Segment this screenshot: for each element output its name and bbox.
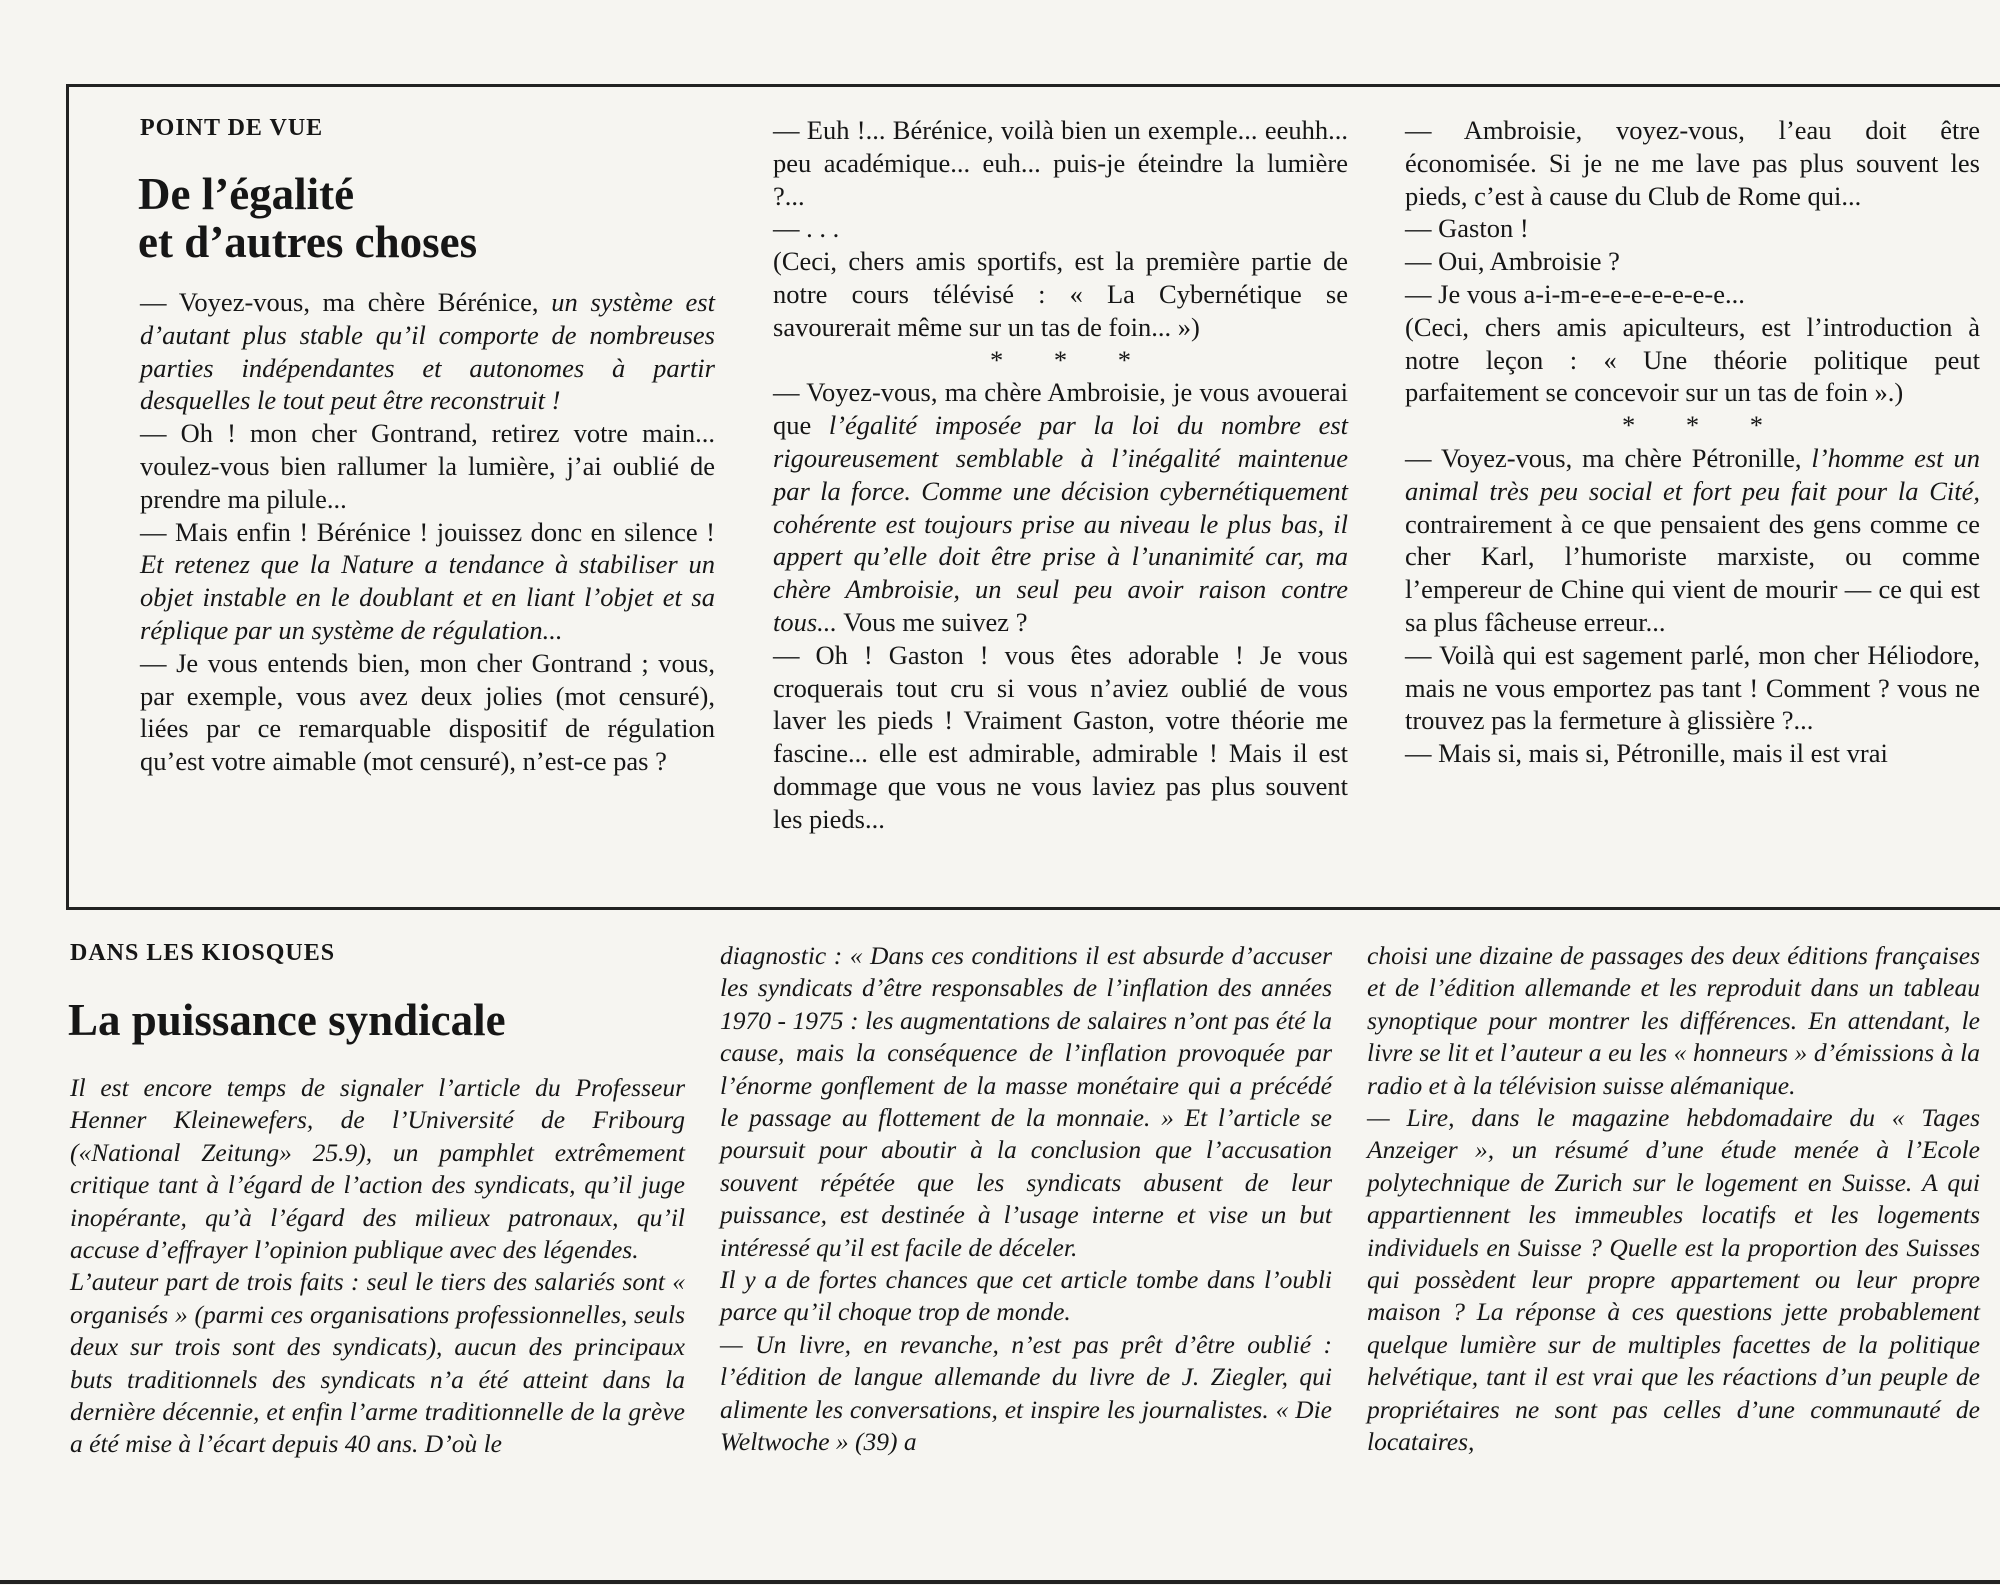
article2-kicker: DANS LES KIOSQUES	[70, 940, 336, 966]
article2-paragraph: L’auteur part de trois faits : seul le tiers des salariés sont « organisés » (parmi ces organisations professionnelles, seuls deux sur trois sont des syndicats), aucun des principaux buts traditionnels des syndicats n’a été atteint dans la dernière décennie, et enfin l’arme traditionnelle de la grève a été mise à l’écart depuis 40 ans. D’où le	[70, 1267, 685, 1459]
article1-paragraph: — Voyez-vous, ma chère Pétronille, l’homme est un animal très peu social et fort peu fait pour la Cité, contrairement à ce que pensaient des gens comme ce cher Karl, l’humoriste marxiste, ou comme l’empereur de Chine qui vient de mourir — ce qui est sa plus fâcheuse erreur...	[1405, 442, 1980, 637]
article2-paragraph: — Un livre, en revanche, n’est pas prêt d’être oublié : l’édition de langue allemande du livre de J. Ziegler, qui alimente les conversations, et inspire les journalistes. « Die Weltwoche » (39) a	[720, 1329, 1332, 1457]
article1-paragraph: (Ceci, chers amis sportifs, est la première partie de notre cours télévisé : « La Cybernétique se savourerait même sur un tas de foin... »)	[773, 246, 1348, 342]
article1-paragraph: — . . .	[773, 213, 840, 244]
article2-column-3	[1367, 940, 1980, 1459]
article2-paragraph: — Lire, dans le magazine hebdomadaire du « Tages Anzeiger », un résumé d’une étude menée à l’Ecole polytechnique de Zurich sur le logement en Suisse. A qui appartiennent les immeubles locatifs et les logements individuels en Suisse ? Quelle est la proportion des Suisses qui possèdent leur propre appartement ou leur propre maison ? La réponse à ces questions jette probablement quelque lumière sur de multiples facettes de la politique helvétique, tant il est vrai que les réactions d’un peuple de propriétaires ne sont pas celles d’une communauté de locataires,	[1367, 1103, 1980, 1457]
article1-kicker: POINT DE VUE	[140, 115, 324, 141]
article1-paragraph: (Ceci, chers amis apiculteurs, est l’introduction à notre leçon : « Une théorie politique peut parfaitement se concevoir sur un tas de foin ».)	[1405, 311, 1980, 408]
article2-paragraph: choisi une dizaine de passages des deux éditions françaises et de l’édition allemande et les reproduit dans un tableau synoptique pour montrer les différences. En attendant, le livre se lit et l’auteur a eu les « honneurs » d’émissions à la radio et à la télévision suisse alémanique.	[1367, 941, 1980, 1100]
article2-paragraph: Il y a de fortes chances que cet article tombe dans l’oubli parce qu’il choque trop de monde.	[720, 1265, 1332, 1327]
article1-column-1	[140, 286, 715, 778]
article2-paragraph: Il est encore temps de signaler l’article du Professeur Henner Kleinewefers, de l’Université de Fribourg («National Zeitung» 25.9), un pamphlet extrêmement critique tant à l’égard de l’action des syndicats, qu’il juge inopérante, qu’à l’égard des milieux patronaux, qu’il accuse d’effrayer l’opinion publique avec des légendes.	[70, 1073, 685, 1265]
article1-column-2	[773, 114, 1348, 836]
article1-paragraph: — Voilà qui est sagement parlé, mon cher Héliodore, mais ne vous emportez pas tant ! Comment ? vous ne trouvez pas la fermeture à glissière ?...	[1405, 639, 1980, 736]
article1-paragraph: — Oh ! Gaston ! vous êtes adorable ! Je vous croquerais tout cru si vous n’aviez oublié de vous laver les pieds ! Vraiment Gaston, votre théorie me fascine... elle est admirable, admirable ! Mais il est dommage que vous ne vous laviez pas plus souvent les pieds...	[773, 639, 1348, 834]
article1-paragraph: — Gaston !	[1405, 213, 1529, 244]
article2-headline: La puissance syndicale	[68, 995, 506, 1045]
section-separator-stars: * * *	[990, 344, 1153, 375]
page-bottom-rule	[0, 1580, 2000, 1584]
article1-column-3	[1405, 114, 1980, 770]
article1-headline	[138, 170, 477, 266]
article2-paragraph: diagnostic : « Dans ces conditions il est absurde d’accuser les syndicats d’être responsables de l’inflation des années 1970 - 1975 : les augmentations de salaires n’ont pas été la cause, mais la conséquence de l’inflation provoquée par l’énorme gonflement de la masse monétaire qui a précédé le passage au flottement de la monnaie. » Et l’article se poursuit pour aboutir à la conclusion que l’accusation souvent répétée que les syndicats abusent de leur puissance, est destinée à l’usage interne et vise un but intéressé qu’il est facile de déceler.	[720, 941, 1332, 1262]
article1-paragraph: — Euh !... Bérénice, voilà bien un exemple... eeuhh... peu académique... euh... puis-je éteindre la lumière ?...	[773, 115, 1348, 211]
article2-column-1	[70, 1072, 685, 1461]
article1-paragraph: — Ambroisie, voyez-vous, l’eau doit être économisée. Si je ne me lave pas plus souvent les pieds, c’est à cause du Club de Rome qui...	[1405, 115, 1980, 211]
article1-paragraph: — Oui, Ambroisie ?	[1405, 246, 1620, 277]
article2-column-2	[720, 940, 1332, 1459]
article1-paragraph: — Voyez-vous, ma chère Ambroisie, je vous avouerai que l’égalité imposée par la loi du nombre est rigoureusement semblable à l’inégalité maintenue par la force. Comme une décision cybernétiquement cohérente est toujours prise au niveau le plus bas, il appert qu’elle doit être prise à l’unanimité car, ma chère Ambroisie, un seul peu avoir raison contre tous... Vous me suivez ?	[773, 377, 1349, 637]
article1-paragraph: — Voyez-vous, ma chère Bérénice, un système est d’autant plus stable qu’il comporte de nombreuses parties indépendantes et autonomes à partir desquelles le tout peut être reconstruit !	[140, 287, 715, 416]
article1-paragraph: — Je vous entends bien, mon cher Gontrand ; vous, par exemple, vous avez deux jolies (mot censuré), liées par ce remarquable dispositif de régulation qu’est votre aimable (mot censuré), n’est-ce pas ?	[140, 647, 715, 777]
article1-paragraph: — Oh ! mon cher Gontrand, retirez votre main... voulez-vous bien rallumer la lumière, j’ai oublié de prendre ma pilule...	[140, 418, 715, 514]
article1-headline-line2: et d’autres choses	[138, 217, 478, 267]
article1-paragraph: — Mais si, mais si, Pétronille, mais il est vrai	[1405, 738, 1888, 769]
section-separator-stars: * * *	[1622, 410, 1785, 441]
article1-headline-line1: De l’égalité	[138, 169, 355, 219]
article1-paragraph: — Mais enfin ! Bérénice ! jouissez donc en silence ! Et retenez que la Nature a tendance à stabiliser un objet instable en le doublant et en liant l’objet et sa réplique par un système de régulation...	[140, 516, 715, 645]
article1-paragraph: — Je vous a-i-m-e-e-e-e-e-e-e...	[1405, 278, 1745, 309]
